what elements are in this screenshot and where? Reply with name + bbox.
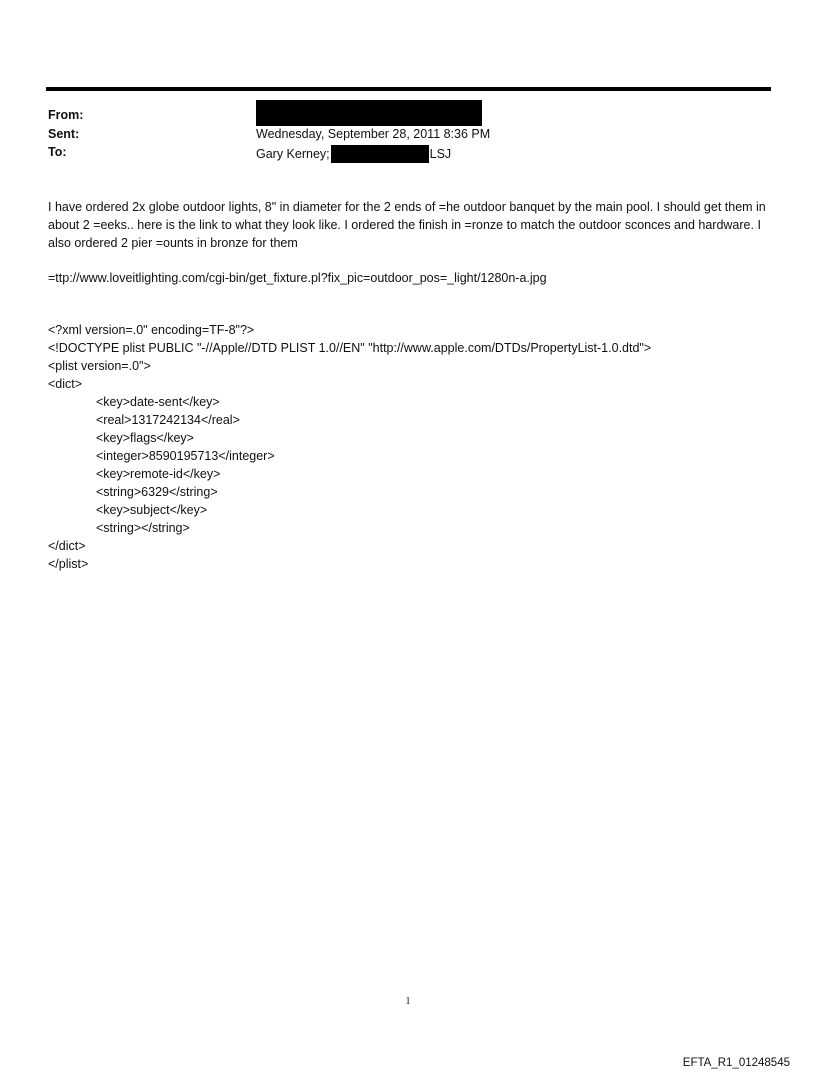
plist-line: </plist> xyxy=(48,557,89,571)
plist-line: <plist version=.0"> xyxy=(48,359,151,373)
plist-line: <key>date-sent</key> xyxy=(96,395,220,409)
to-name: Gary Kerney; xyxy=(256,147,330,161)
message-paragraph: I have ordered 2x globe outdoor lights, 8" in diameter for the 2 ends of =he outdoor banquet by the main pool. I should get them in about 2 =eeks.. here is the link to what they look like. I ordered the finish in =ronze to match the outdoor sconces and hardware. I also ordered 2 pier =ounts in bronze for them xyxy=(48,200,766,250)
plist-line: <integer>8590195713</integer> xyxy=(96,449,275,463)
plist-line: <real>1317242134</real> xyxy=(96,413,240,427)
message-link: =ttp://www.loveitlighting.com/cgi-bin/get_fixture.pl?fix_pic=outdoor_pos=_light/1280n-a.jpg xyxy=(48,271,547,285)
from-label: From: xyxy=(48,108,84,122)
plist-line: <string></string> xyxy=(96,521,190,535)
to-label: To: xyxy=(48,145,67,159)
plist-line: <key>remote-id</key> xyxy=(96,467,221,481)
plist-line: <key>flags</key> xyxy=(96,431,194,445)
plist-line: <key>subject</key> xyxy=(96,503,208,517)
plist-line: <dict> xyxy=(48,377,83,391)
plist-line: <string>6329</string> xyxy=(96,485,218,499)
to-value xyxy=(256,145,451,163)
sent-value: Wednesday, September 28, 2011 8:36 PM xyxy=(256,127,491,141)
plist-line: <!DOCTYPE plist PUBLIC "-//Apple//DTD PLIST 1.0//EN" "http://www.apple.com/DTDs/PropertyList-1.0.dtd"> xyxy=(48,341,652,355)
plist-line: <?xml version=.0" encoding=TF-8"?> xyxy=(48,323,255,337)
sent-label: Sent: xyxy=(48,127,80,141)
from-value xyxy=(256,100,482,129)
to-suffix: LSJ xyxy=(429,147,452,161)
header-rule xyxy=(46,87,771,91)
bates-number: EFTA_R1_01248545 xyxy=(682,1057,790,1069)
plist-block xyxy=(48,321,768,573)
page-number: 1 xyxy=(405,996,411,1007)
redaction-box xyxy=(331,145,429,163)
redaction-box xyxy=(256,100,482,126)
plist-line: </dict> xyxy=(48,539,86,553)
